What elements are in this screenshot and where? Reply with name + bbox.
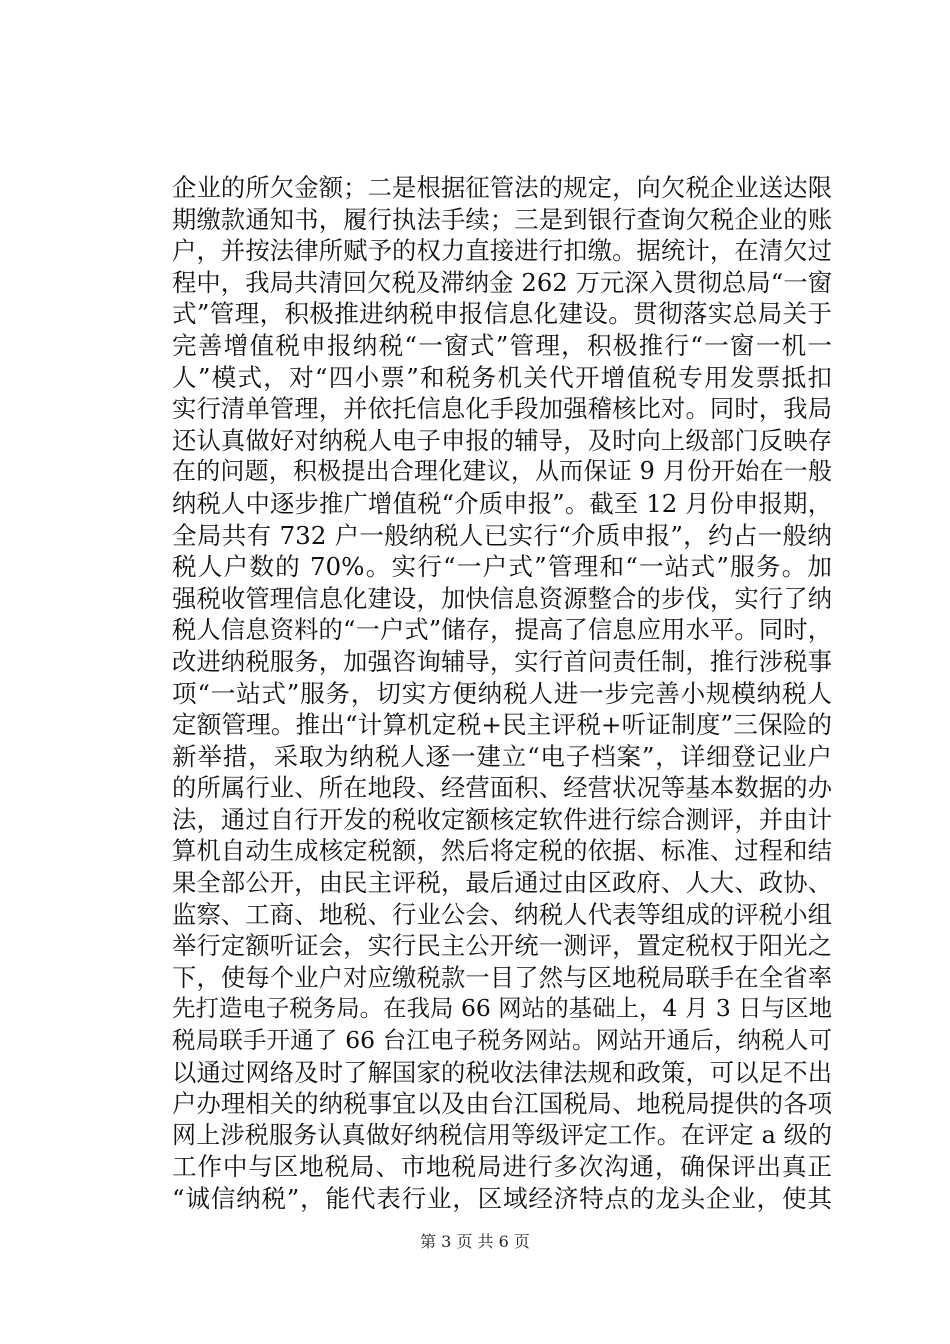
text-line: 果全部公开，由民主评税，最后通过由区政府、人大、政协、: [172, 868, 832, 898]
text-line: 法，通过自行开发的税收定额核定软件进行综合测评，并由计: [172, 804, 832, 834]
text-line: “诚信纳税”，能代表行业，区域经济特点的龙头企业，使其: [172, 1184, 832, 1213]
text-line: 税局联手开通了 66 台江电子税务网站。网站开通后，纳税人可: [172, 1026, 832, 1055]
text-line: 税人户数的 70%。实行“一户式”管理和“一站式”服务。加: [172, 552, 832, 582]
text-line: 新举措，采取为纳税人逐一建立“电子档案”，详细登记业户: [172, 741, 832, 771]
text-line: 在的问题，积极提出合理化建议，从而保证 9 月份开始在一般: [172, 457, 832, 486]
text-line: 企业的所欠金额；二是根据征管法的规定，向欠税企业送达限: [172, 173, 832, 202]
text-line: 式”管理，积极推进纳税申报信息化建设。贯彻落实总局关于: [172, 299, 832, 329]
text-line: 改进纳税服务，加强咨询辅导，实行首问责任制，推行涉税事: [172, 646, 832, 676]
text-line: 全局共有 732 户一般纳税人已实行“介质申报”，约占一般纳: [172, 520, 832, 550]
text-line: 定额管理。推出“计算机定税+民主评税+听证制度”三保险的: [172, 710, 832, 740]
text-line: 人”模式，对“四小票”和税务机关代开增值税专用发票抵扣: [172, 362, 832, 392]
text-line: 以通过网络及时了解国家的税收法律法规和政策，可以足不出: [172, 1057, 832, 1087]
text-line: 期缴款通知书，履行执法手续；三是到银行查询欠税企业的账: [172, 204, 832, 234]
text-line: 程中，我局共清回欠税及滞纳金 262 万元深入贯彻总局“一窗: [172, 267, 832, 297]
text-line: 户，并按法律所赋予的权力直接进行扣缴。据统计，在清欠过: [172, 236, 832, 266]
text-line: 算机自动生成核定税额，然后将定税的依据、标准、过程和结: [172, 836, 832, 866]
text-line: 监察、工商、地税、行业公会、纳税人代表等组成的评税小组: [172, 899, 832, 929]
text-line: 实行清单管理，并依托信息化手段加强稽核比对。同时，我局: [172, 394, 832, 424]
text-line: 税人信息资料的“一户式”储存，提高了信息应用水平。同时，: [172, 615, 832, 645]
text-line: 项“一站式”服务，切实方便纳税人进一步完善小规模纳税人: [172, 678, 832, 708]
page-footer: 第 3 页 共 6 页: [420, 1232, 530, 1251]
text-line: 先打造电子税务局。在我局 66 网站的基础上，4 月 3 日与区地: [172, 994, 832, 1023]
text-line: 下，使每个业户对应缴税款一目了然与区地税局联手在全省率: [172, 962, 832, 992]
body-text: [172, 172, 832, 1215]
text-line: 的所属行业、所在地段、经营面积、经营状况等基本数据的办: [172, 773, 832, 803]
text-line: 完善增值税申报纳税“一窗式”管理，积极推行“一窗一机一: [172, 330, 832, 360]
text-line: 强税收管理信息化建设，加快信息资源整合的步伐，实行了纳: [172, 583, 832, 613]
text-line: 户办理相关的纳税事宜以及由台江国税局、地税局提供的各项: [172, 1089, 832, 1119]
text-line: 工作中与区地税局、市地税局进行多次沟通，确保评出真正: [172, 1152, 832, 1182]
text-line: 纳税人中逐步推广增值税“介质申报”。截至 12 月份申报期，: [172, 488, 832, 518]
text-line: 还认真做好对纳税人电子申报的辅导，及时向上级部门反映存: [172, 425, 832, 455]
text-line: 网上涉税服务认真做好纳税信用等级评定工作。在评定 a 级的: [172, 1120, 832, 1149]
text-line: 举行定额听证会，实行民主公开统一测评，置定税权于阳光之: [172, 931, 832, 961]
